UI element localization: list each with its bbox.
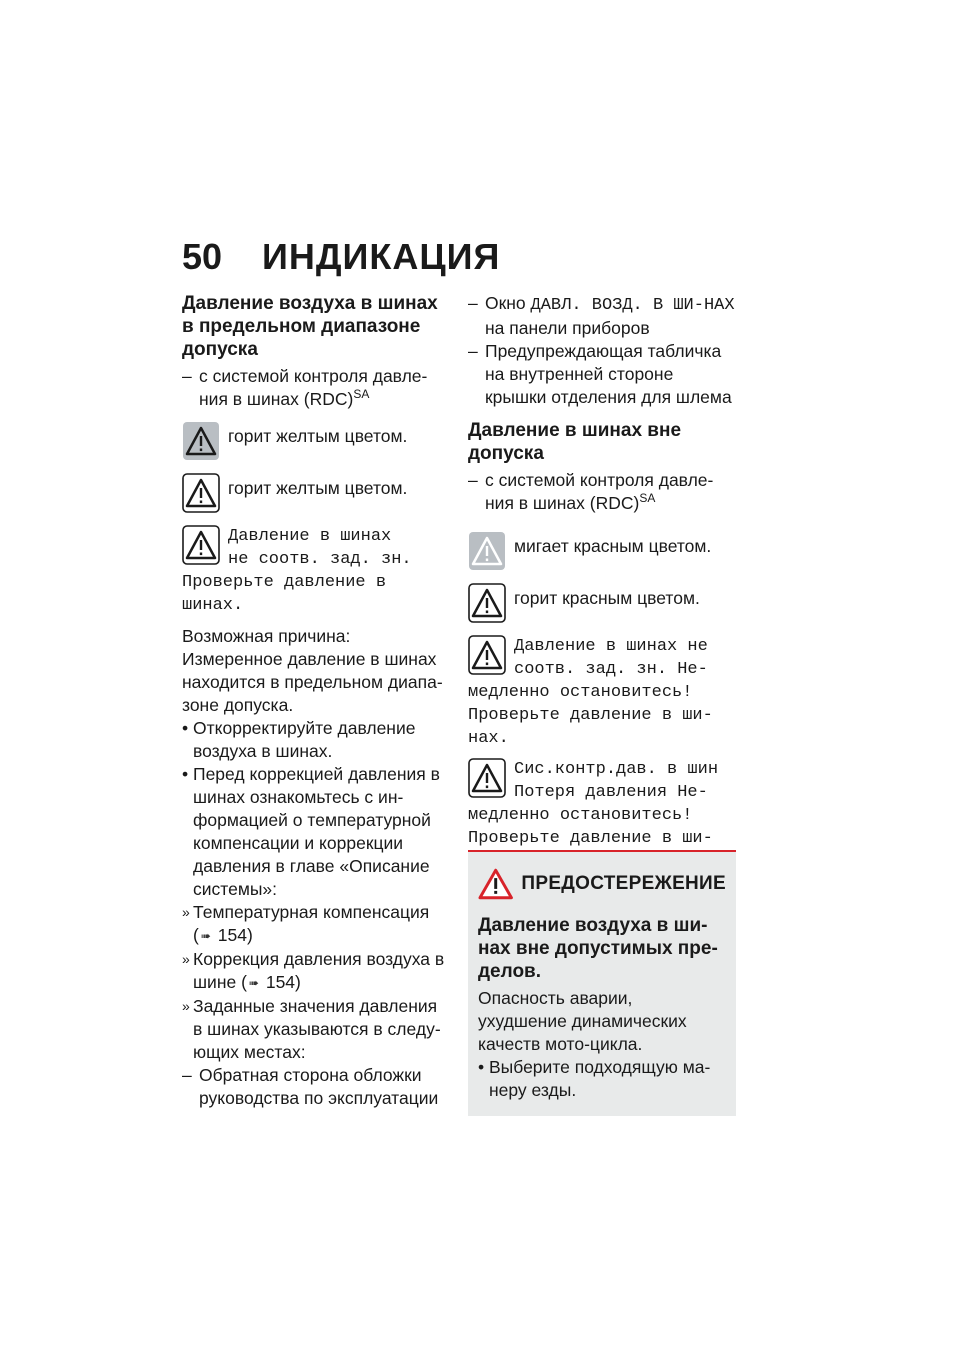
warning-outline-icon: [468, 635, 506, 675]
location-item: – Предупреждающая табличка на внутренней стороне крышки отделения для шлема: [468, 340, 736, 409]
display-message-line: Сис.контр.дав. в шин: [514, 760, 719, 779]
indicator-row-3: [182, 525, 450, 571]
section-heading-out: Давление в шинах вне допуска: [468, 420, 682, 464]
warning-triangle-icon: [478, 868, 513, 900]
sa-superscript: SA: [353, 387, 370, 402]
indicator-text-4: мигает красным цветом.: [514, 536, 712, 556]
display-message-line: Давление в шинах: [228, 527, 392, 546]
warning-text: Опасность аварии, ухудшение динамических качеств мото-цикла.: [478, 988, 687, 1054]
display-message-line: соотв. зад. зн. Не-: [514, 660, 708, 679]
cause-text: Измеренное давление в шинах находится в предельном диапа-зоне допуска.: [182, 649, 443, 715]
bullet-item: • Откорректируйте давление воздуха в шинах.: [182, 717, 450, 763]
page-reference-icon: ➠: [200, 928, 211, 943]
indicator-text-1: горит желтым цветом.: [228, 426, 408, 446]
page-number: 50: [182, 236, 223, 277]
indicator-row-1: [182, 421, 450, 461]
bullet-item: • Перед коррекцией давления в шинах ознакомьтесь с ин-формацией о температурной компенсации и коррекции давления в главе «Описание системы»:: [182, 763, 450, 901]
page-header: [182, 236, 500, 278]
warning-box: [468, 850, 736, 1116]
sa-superscript: SA: [639, 491, 656, 506]
reference-item: » Коррекция давления воздуха в шине ( ➠ 154): [182, 948, 450, 995]
page-reference-icon: ➠: [248, 975, 259, 990]
display-message-line: медленно остановитесь! Проверьте давление в ши-нах.: [468, 683, 713, 748]
right-column: [468, 292, 736, 873]
warning-header: [478, 868, 726, 900]
condition-rdc: – с системой контроля давле-ния в шинах (RDC)$^{SA}$: [468, 469, 736, 515]
cause-label: Возможная причина:: [182, 626, 351, 646]
warning-title: ПРЕДОСТЕРЕЖЕНИЕ: [521, 873, 726, 894]
indicator-row-5: [468, 583, 736, 623]
indicator-row-6: [468, 635, 736, 681]
chapter-title: ИНДИКАЦИЯ: [262, 236, 501, 277]
indicator-row-7: [468, 758, 736, 804]
condition-rdc: – с системой контроля давле-ния в шинах (RDC)$^{SA}$: [182, 365, 450, 411]
reference-item: » Заданные значения давления в шинах указываются в следу-ющих местах:: [182, 995, 450, 1064]
warning-heading: Давление воздуха в ши-нах вне допустимых пре-делов.: [478, 915, 718, 982]
warning-bullet: • Выберите подходящую ма-неру езды.: [478, 1056, 726, 1102]
display-message-line: медленно остановитесь! Проверьте давление в ши-: [468, 806, 713, 848]
left-column: [182, 292, 450, 1110]
indicator-row-2: [182, 473, 450, 513]
display-message-line: Потеря давления Не-: [514, 783, 708, 802]
warning-filled-icon: [182, 421, 220, 461]
warning-outline-icon: [468, 583, 506, 623]
warning-outline-icon: [182, 473, 220, 513]
warning-outline-icon: [468, 758, 506, 798]
display-message-line: не соотв. зад. зн.: [228, 550, 412, 569]
display-message-line: Давление в шинах не: [514, 637, 708, 656]
indicator-text-5: горит красным цветом.: [514, 588, 700, 608]
warning-filled-icon: [468, 531, 506, 571]
indicator-row-4: [468, 531, 736, 571]
location-item: – Обратная сторона обложки руководства по эксплуатации: [182, 1064, 450, 1110]
display-message-line: Проверьте давление в шинах.: [182, 573, 387, 615]
indicator-text-2: горит желтым цветом.: [228, 478, 408, 498]
reference-item: » Температурная компенсация ( ➠ 154): [182, 901, 450, 948]
warning-outline-icon: [182, 525, 220, 565]
location-item: – Окно ДАВЛ. ВОЗД. В ШИ-НАХ на панели приборов: [468, 292, 736, 340]
section-heading-limit: Давление воздуха в шинах в предельном диапазоне допуска: [182, 293, 438, 360]
